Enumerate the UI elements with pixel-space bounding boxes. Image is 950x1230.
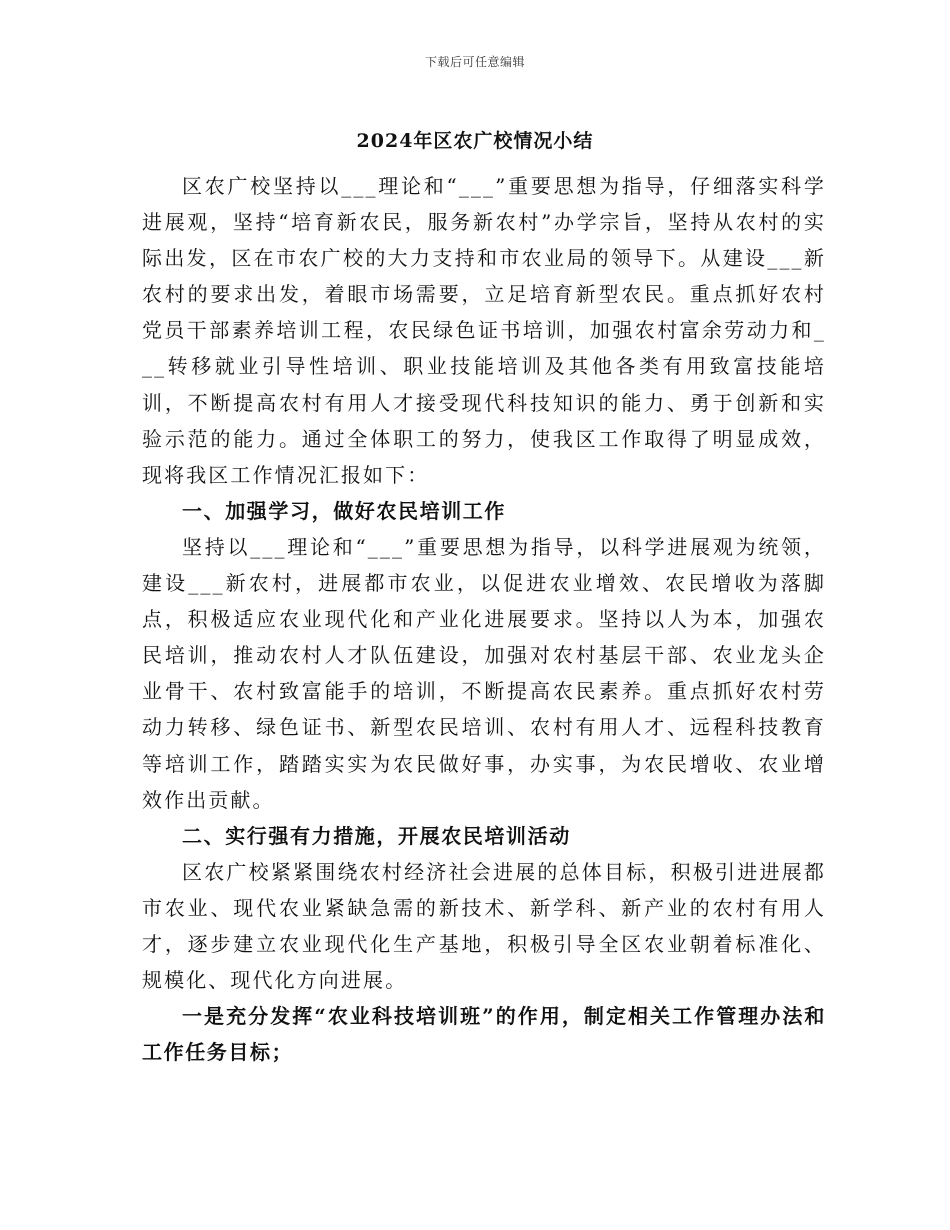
section-heading-2: 二、实行强有力措施，开展农民培训活动 bbox=[182, 823, 571, 848]
section-1-paragraph: 坚持以___理论和“___”重要思想为指导，以科学进展观为统领，建设___新农村，进展都市农业，以促进农业增效、农民增收为落脚点，积极适应农业现代化和产业化进展要求。坚持以人为本，加强农民培训，推动农村人才队伍建设，加强对农村基层干部、农业龙头企业骨干、农村致富能手的培训，不断提高农民素养。重点抓好农村劳动力转移、绿色证书、新型农民培训、农村有用人才、远程科技教育等培训工作，踏踏实实为农民做好事，办实事，为农民增收、农业增效作出贡献。 bbox=[142, 534, 826, 812]
document-title: 2024年区农广校情况小结 bbox=[356, 130, 594, 152]
header-note: 下载后可任意编辑 bbox=[424, 55, 525, 69]
intro-paragraph: 区农广校坚持以___理论和“___”重要思想为指导，仔细落实科学进展观，坚持“培育新农民，服务新农村”办学宗旨，坚持从农村的实际出发，区在市农广校的大力支持和市农业局的领导下。从建设___新农村的要求出发，着眼市场需要，立足培育新型农民。重点抓好农村党员干部素养培训工程，农民绿色证书培训，加强农村富余劳动力和___转移就业引导性培训、职业技能培训及其他各类有用致富技能培训，不断提高农村有用人才接受现代科技知识的能力、勇于创新和实验示范的能力。通过全体职工的努力，使我区工作取得了明显成效，现将我区工作情况汇报如下： bbox=[142, 174, 826, 487]
subsection-heading-1: 一是充分发挥“农业科技培训班”的作用，制定相关工作管理办法和工作任务目标； bbox=[142, 1004, 826, 1065]
section-2-paragraph: 区农广校紧紧围绕农村经济社会进展的总体目标，积极引进进展都市农业、现代农业紧缺急需的新技术、新学科、新产业的农村有用人才，逐步建立农业现代化生产基地，积极引导全区农业朝着标准化、规模化、现代化方向进展。 bbox=[142, 859, 826, 993]
document-body bbox=[142, 168, 826, 1070]
section-heading-1: 一、加强学习，做好农民培训工作 bbox=[182, 498, 506, 523]
